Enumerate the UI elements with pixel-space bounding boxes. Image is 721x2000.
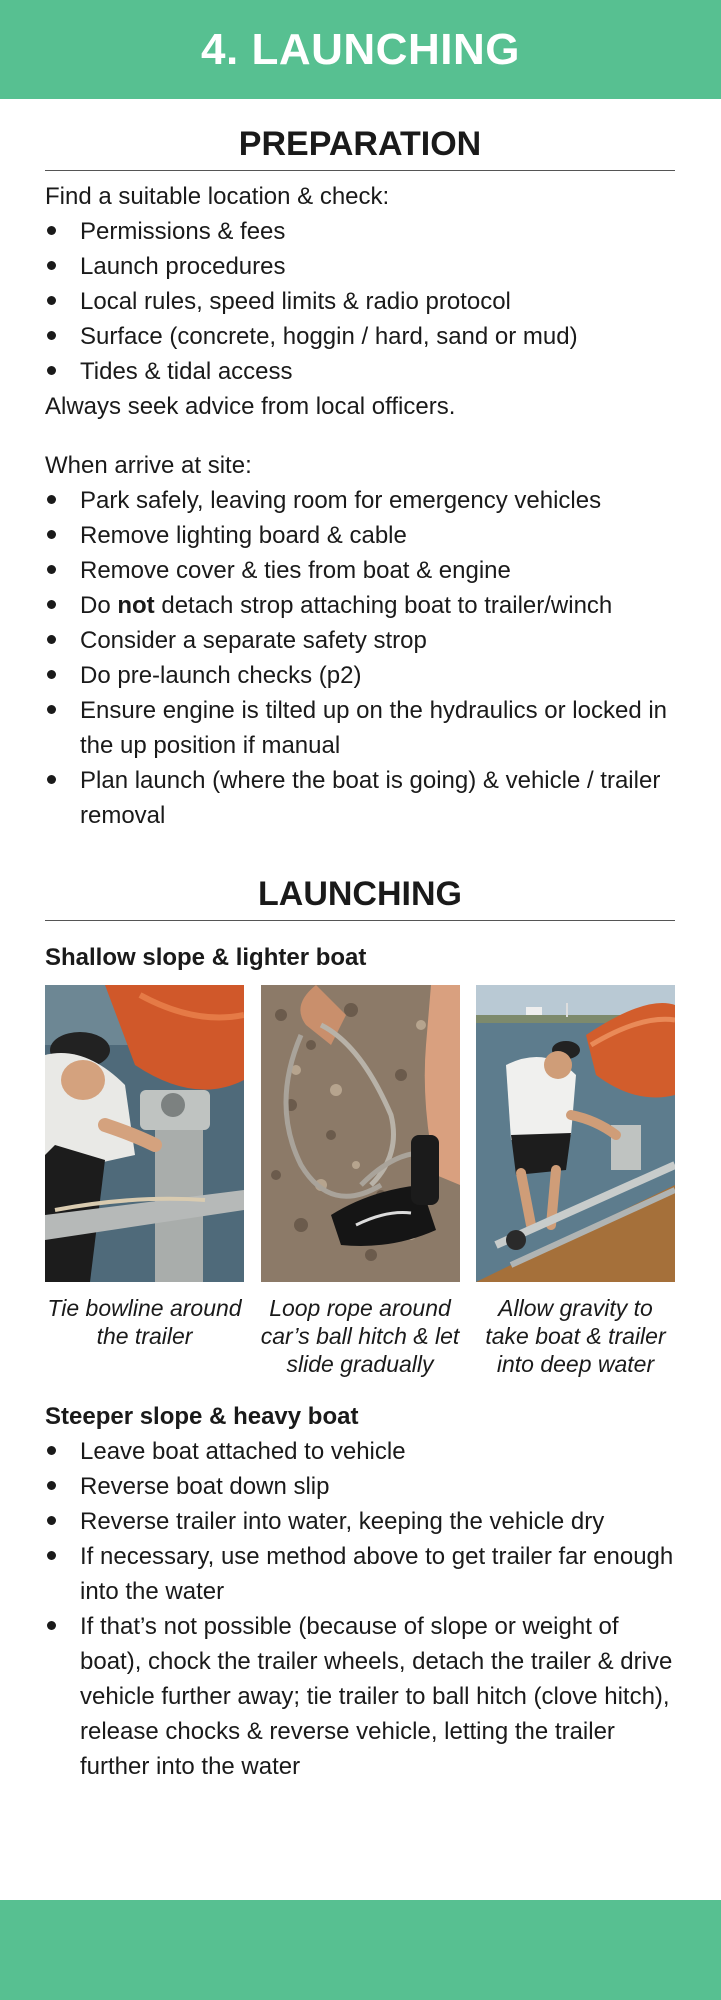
list-item [45,588,675,623]
list-item: Local rules, speed limits & radio protocol [45,284,675,319]
list-item-text-start: Do [80,592,118,619]
loop-rope-image [261,985,460,1282]
page-title: 4. LAUNCHING [201,24,520,74]
list-item: Remove cover & ties from boat & engine [45,553,675,588]
list-item: Remove lighting board & cable [45,518,675,553]
check-list [45,214,675,389]
photo-caption: Allow gravity to take boat & trailer into deep water [485,1295,666,1377]
list-item: Surface (concrete, hoggin / hard, sand or mud) [45,319,675,354]
list-item: If necessary, use method above to get trailer far enough into the water [45,1539,675,1609]
list-item: Permissions & fees [45,214,675,249]
list-item-text-end: detach strop attaching boat to trailer/winch [154,592,613,619]
shallow-slope-heading: Shallow slope & lighter boat [45,944,367,971]
tie-bowline-image [45,985,244,1282]
photo-row [45,985,675,1378]
list-item: Consider a separate safety strop [45,623,675,658]
footer-bar [0,1900,721,2000]
list-item: Tides & tidal access [45,354,675,389]
photo-tie-bowline [45,985,244,1282]
photo-column [261,985,460,1378]
arrive-list [45,483,675,833]
gravity-launch-image [476,985,675,1282]
advice-text: Always seek advice from local officers. [45,393,456,420]
list-item: Do pre-launch checks (p2) [45,658,675,693]
emphasis-not: not [117,592,155,619]
list-item: Leave boat attached to vehicle [45,1434,675,1469]
photo-loop-rope [261,985,460,1282]
photo-caption: Loop rope around car’s ball hitch & let slide gradually [260,1295,460,1377]
photo-column [45,985,244,1378]
list-item: Launch procedures [45,249,675,284]
photo-column [476,985,675,1378]
list-item: Park safely, leaving room for emergency vehicles [45,483,675,518]
steep-slope-heading: Steeper slope & heavy boat [45,1403,359,1430]
arrive-intro: When arrive at site: [45,452,252,479]
list-item: Plan launch (where the boat is going) & vehicle / trailer removal [45,763,675,833]
launching-title: LAUNCHING [45,875,675,921]
photo-caption: Tie bowline around the trailer [47,1295,242,1349]
page-content [45,99,675,1784]
list-item: If that’s not possible (because of slope or weight of boat), chock the trailer wheels, detach the trailer & drive vehicle further away; tie trailer to ball hitch (clove hitch), release chocks & reverse vehicle, letting the trailer further into the water [45,1609,675,1784]
list-item: Ensure engine is tilted up on the hydraulics or locked in the up position if manual [45,693,675,763]
preparation-title: PREPARATION [45,125,675,171]
preparation-intro: Find a suitable location & check: [45,183,390,210]
header-bar [0,0,721,99]
steep-list [45,1434,675,1784]
photo-gravity-launch [476,985,675,1282]
list-item: Reverse boat down slip [45,1469,675,1504]
spacer [45,424,675,448]
list-item: Reverse trailer into water, keeping the vehicle dry [45,1504,675,1539]
